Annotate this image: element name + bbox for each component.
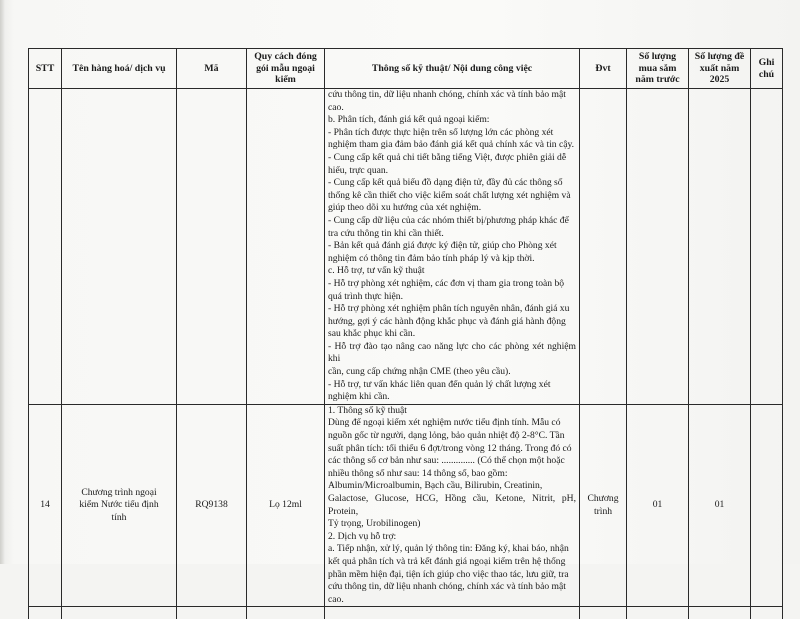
spec-line: cần, cung cấp chứng nhận CME (theo yêu cầu). bbox=[328, 366, 511, 378]
header-qty-2025-line: 2025 bbox=[709, 74, 730, 86]
spec-line: cứu thông tin, dữ liệu nhanh chóng, chính xác và tính bảo mật bbox=[328, 89, 566, 100]
spec-line: hiểu, trực quan. bbox=[328, 164, 389, 176]
spec-line: kết quả phân tích và trả kết đánh giá ngoại kiểm trên hệ thống bbox=[328, 555, 566, 567]
cell-specs bbox=[325, 607, 580, 619]
cell-stt bbox=[29, 607, 62, 619]
cell-packing bbox=[247, 607, 325, 619]
spec-line: 2. Dịch vụ hỗ trợ: bbox=[328, 530, 397, 542]
table-row-item-14 bbox=[29, 404, 783, 607]
cell-qty-prev bbox=[627, 89, 689, 405]
spec-line: - Cung cấp kết quả biểu đồ dạng điện tử, đầy đủ các thông số bbox=[328, 177, 563, 189]
spec-line: Dùng để ngoại kiểm xét nghiệm nước tiểu định tính. Mẫu có bbox=[328, 417, 561, 429]
header-qty-prev-line: năm trước bbox=[635, 74, 680, 86]
spec-line: - Cung cấp kết quả chi tiết bằng tiếng Việt, được phiên giải dễ bbox=[328, 151, 567, 163]
spec-line: cao. bbox=[328, 101, 344, 113]
spec-line: a. Tiếp nhận, xử lý, quản lý thông tin: Đăng ký, khai báo, nhận bbox=[328, 543, 569, 555]
header-qty-2025-line: Số lượng đề bbox=[694, 51, 745, 63]
cell-specs bbox=[325, 404, 580, 607]
page-edge-shadow bbox=[0, 0, 5, 564]
cell-qty-prev: 01 bbox=[627, 404, 689, 607]
spec-line: - Cung cấp dữ liệu của các nhóm thiết bị/phương pháp khác để bbox=[328, 214, 569, 226]
header-packing bbox=[247, 49, 325, 89]
header-specs: Thông số kỹ thuật/ Nội dung công việc bbox=[325, 49, 580, 89]
spec-line: c. Hỗ trợ, tư vấn kỹ thuật bbox=[328, 265, 425, 277]
header-qty-prev bbox=[627, 49, 689, 89]
cell-name bbox=[62, 404, 177, 607]
spec-line: Albumin/Microalbumin, Bạch cầu, Bilirubin, Creatinin, bbox=[328, 480, 543, 492]
cell-stt: 14 bbox=[29, 404, 62, 607]
header-qty-prev-line: Số lượng bbox=[638, 51, 677, 63]
spec-line: các thông số cơ bản như sau: .............. (Có thể chọn một hoặc bbox=[328, 455, 565, 467]
spec-line: thống kê cần thiết cho việc kiểm soát chất lượng xét nghiệm và bbox=[328, 189, 571, 201]
header-packing-line: kiểm bbox=[275, 74, 296, 86]
table-row-next-partial bbox=[29, 607, 783, 619]
spec-line: phần mềm hiện đại, tiện ích giúp cho việc thao tác, lưu giữ, tra bbox=[328, 568, 569, 580]
unit-line: trình bbox=[593, 505, 613, 517]
cell-note bbox=[751, 89, 783, 405]
cell-unit bbox=[580, 404, 627, 607]
spec-line: nghiệm tham gia đảm bảo đánh giá kết quả chính xác và tin cậy. bbox=[328, 139, 575, 151]
spec-line: quá trình thực hiện. bbox=[328, 290, 404, 302]
spec-line: nguồn gốc từ người, dạng lỏng, bảo quản nhiệt độ 2-8°C. Tần bbox=[328, 430, 565, 442]
header-name: Tên hàng hoá/ dịch vụ bbox=[62, 49, 177, 89]
header-unit: Đvt bbox=[580, 49, 627, 89]
header-qty-2025-line: xuất năm bbox=[699, 62, 740, 74]
spec-line: Galactose, Glucose, HCG, Hồng cầu, Ketone, Nitrit, pH, Protein, bbox=[328, 493, 576, 517]
cell-specs-continued bbox=[325, 89, 580, 405]
cell-stt bbox=[29, 89, 62, 405]
header-qty-prev-line: mua sắm bbox=[638, 62, 677, 74]
item-name-line: kiểm Nước tiểu định bbox=[79, 499, 159, 511]
spec-line: giúp theo dõi xu hướng của xét nghiệm. bbox=[328, 202, 482, 214]
spec-line: b. Phân tích, đánh giá kết quả ngoại kiểm: bbox=[328, 114, 490, 126]
cell-qty-2025: 01 bbox=[689, 404, 751, 607]
cell-name bbox=[62, 89, 177, 405]
cell-unit bbox=[580, 89, 627, 405]
spec-line: suất phân tích: tối thiểu 6 đợt/trong vòng 12 tháng. Trong đó có bbox=[328, 442, 572, 454]
spec-line: - Bản kết quả đánh giá được ký điện tử, giúp cho Phòng xét bbox=[328, 240, 557, 252]
header-note: Ghi chú bbox=[751, 49, 783, 89]
cell-qty-2025 bbox=[689, 607, 751, 619]
item-name-line: tính bbox=[111, 511, 127, 523]
cell-code bbox=[177, 607, 247, 619]
spec-line: hướng, gợi ý các hành động khắc phục và đánh giá hành động bbox=[328, 315, 566, 327]
header-qty-2025 bbox=[689, 49, 751, 89]
table-header-row bbox=[29, 49, 783, 89]
specification-table bbox=[28, 48, 783, 619]
header-packing-line: Quy cách đóng bbox=[254, 51, 317, 63]
cell-unit bbox=[580, 607, 627, 619]
spec-line: - Hỗ trợ đào tạo nâng cao năng lực cho các phòng xét nghiệm khi bbox=[328, 340, 576, 365]
header-packing-line: gói mẫu ngoại bbox=[256, 62, 315, 74]
spec-line: - Hỗ trợ phòng xét nghiệm, các đơn vị tham gia trong toàn bộ bbox=[328, 277, 565, 289]
spec-line: - Hỗ trợ phòng xét nghiệm phân tích nguyên nhân, đánh giá xu bbox=[328, 303, 570, 315]
table-row-continued bbox=[29, 89, 783, 405]
spec-line: tra cứu thông tin khi cần thiết. bbox=[328, 227, 444, 239]
header-stt: STT bbox=[29, 49, 62, 89]
item-name-line: Chương trình ngoại bbox=[81, 486, 157, 498]
spec-line: - Phân tích được thực hiện trên số lượng lớn các phòng xét bbox=[328, 126, 554, 138]
cell-packing: Lọ 12ml bbox=[247, 404, 325, 607]
cell-qty-prev bbox=[627, 607, 689, 619]
spec-line: nhiều thông số như sau: 14 thông số, bao gồm: bbox=[328, 467, 508, 479]
cell-code: RQ9138 bbox=[177, 404, 247, 607]
cell-qty-2025 bbox=[689, 89, 751, 405]
spec-line: sau khắc phục khi cần. bbox=[328, 328, 416, 340]
cell-packing bbox=[247, 89, 325, 405]
spec-line: 1. Thông số kỹ thuật bbox=[328, 404, 407, 416]
cell-name bbox=[62, 607, 177, 619]
spec-line: nghiệm có thông tin đảm bảo tính pháp lý và kịp thời. bbox=[328, 252, 535, 264]
spec-line: - Hỗ trợ, tư vấn khác liên quan đến quản lý chất lượng xét bbox=[328, 378, 551, 390]
spec-line: Tỷ trọng, Urobilinogen) bbox=[328, 518, 421, 530]
cell-code bbox=[177, 89, 247, 405]
header-code: Mã bbox=[177, 49, 247, 89]
cell-note bbox=[751, 607, 783, 619]
spec-line: nghiệm khi cần. bbox=[328, 391, 390, 403]
unit-line: Chương bbox=[587, 493, 619, 504]
spec-line: cao. bbox=[328, 593, 344, 605]
spec-line: cứu thông tin, dữ liệu nhanh chóng, chính xác và tính bảo mật bbox=[328, 581, 566, 593]
cell-note bbox=[751, 404, 783, 607]
